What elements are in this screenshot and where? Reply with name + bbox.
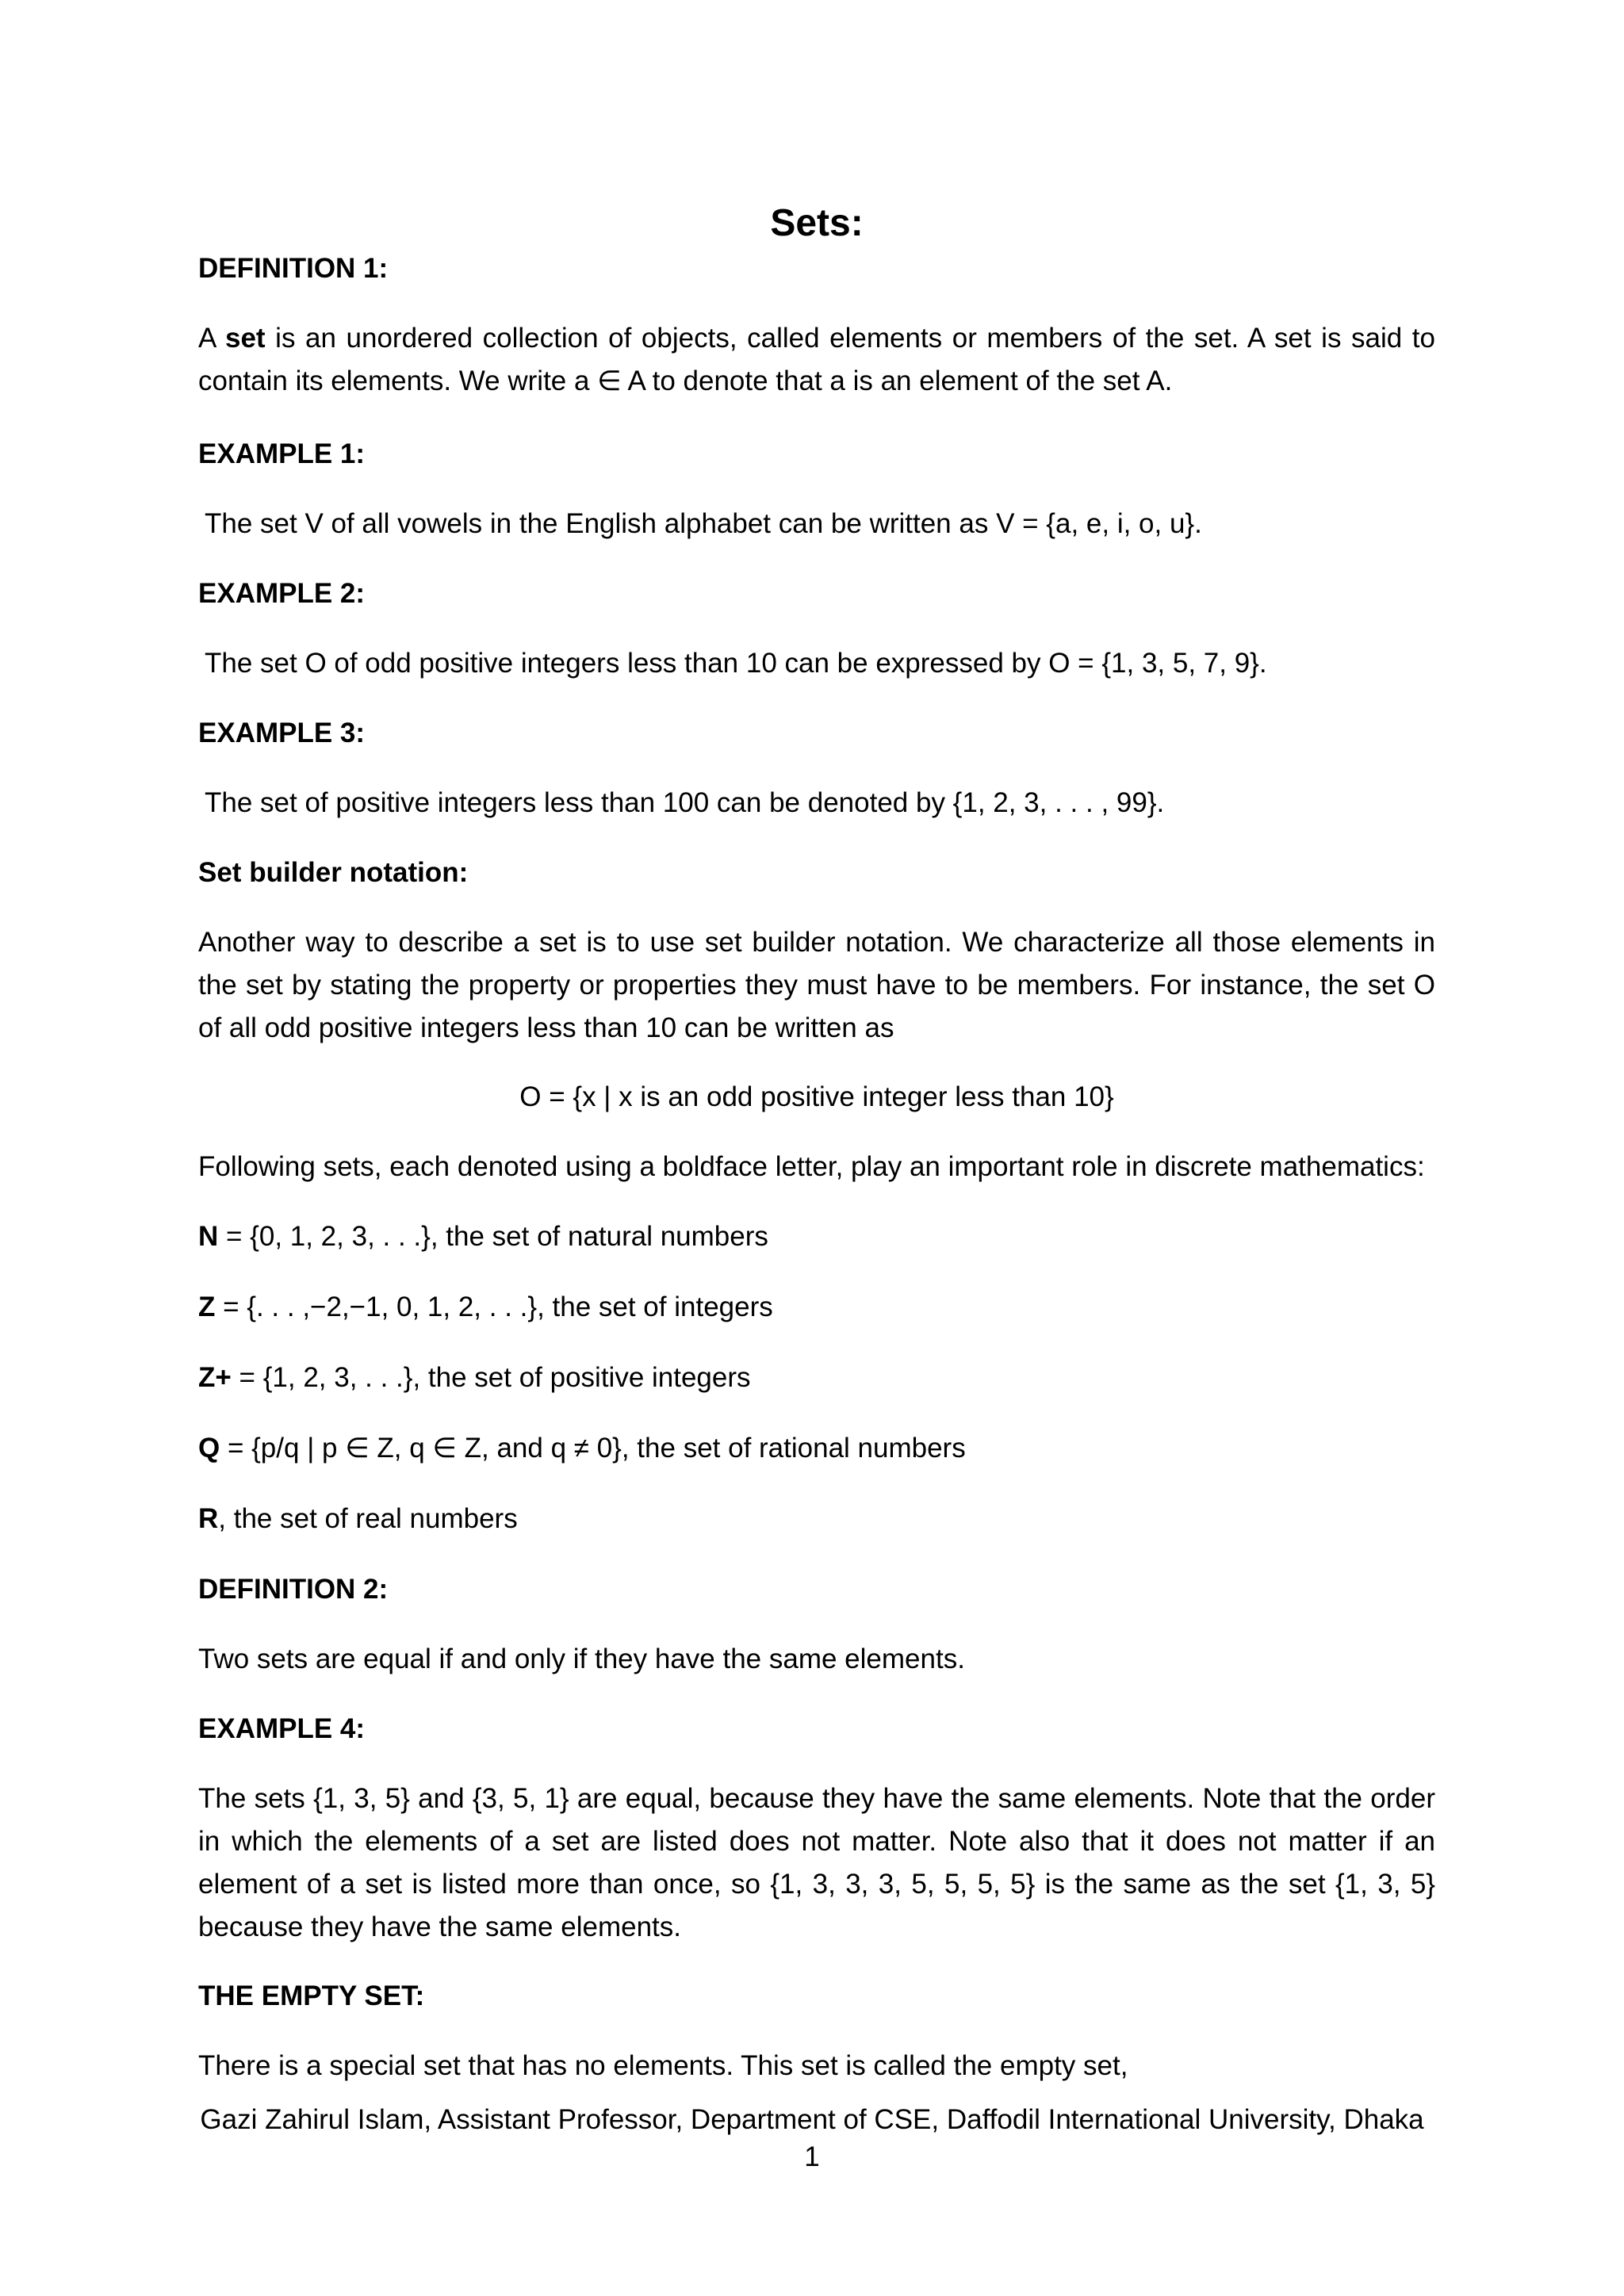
set-integers: Z = {. . . ,−2,−1, 0, 1, 2, . . .}, the set of integers [198, 1292, 773, 1322]
example-1-heading: EXAMPLE 1: [198, 438, 366, 469]
set-builder-heading: Set builder notation: [198, 857, 469, 888]
example-3-heading: EXAMPLE 3: [198, 718, 366, 748]
example-4-text: The sets {1, 3, 5} and {3, 5, 1} are equal, because they have the same elements. Note that the order in which the elements of a set are listed does not matter. Note also that it does not matter if an element of a set is listed more than once, so {1, 3, 3, 3, 5, 5, 5, 5} is the same as the set {1, 3, 5} because they have the same elements. [198, 1783, 1435, 1942]
set-rational-numbers: Q = {p/q | p ∈ Z, q ∈ Z, and q ≠ 0}, the set of rational numbers [198, 1433, 966, 1464]
example-3-text: The set of positive integers less than 100 can be denoted by {1, 2, 3, . . . , 99}. [205, 787, 1165, 818]
example-4-heading: EXAMPLE 4: [198, 1713, 366, 1744]
footer-author: Gazi Zahirul Islam, Assistant Professor, Department of CSE, Daffodil International University, Dhaka [200, 2104, 1424, 2135]
example-1-text: The set V of all vowels in the English alphabet can be written as V = {a, e, i, o, u}. [205, 508, 1202, 539]
term-set: set [225, 323, 266, 354]
definition-2-heading: DEFINITION 2: [198, 1574, 389, 1605]
set-natural-numbers: N = {0, 1, 2, 3, . . .}, the set of natural numbers [198, 1221, 768, 1252]
set-builder-text: Another way to describe a set is to use set builder notation. We characterize all those elements in the set by stating the property or properties they must have to be members. For instance, the set O of all odd positive integers less than 10 can be written as [198, 927, 1435, 1043]
set-positive-integers: Z+ = {1, 2, 3, . . .}, the set of positive integers [198, 1362, 751, 1393]
set-builder-formula: O = {x | x is an odd positive integer less than 10} [519, 1081, 1114, 1112]
following-sets-text: Following sets, each denoted using a boldface letter, play an important role in discrete mathematics: [198, 1151, 1425, 1182]
example-2-text: The set O of odd positive integers less than 10 can be expressed by O = {1, 3, 5, 7, 9}. [205, 648, 1267, 679]
empty-set-heading: THE EMPTY SET: [198, 1980, 425, 2011]
definition-2-text: Two sets are equal if and only if they have the same elements. [198, 1644, 965, 1674]
set-real-numbers: R, the set of real numbers [198, 1503, 518, 1534]
empty-set-text: There is a special set that has no elements. This set is called the empty set, [198, 2050, 1128, 2081]
definition-1-text: A set is an unordered collection of objects, called elements or members of the set. A set is said to contain its elements. We write a ∈ A to denote that a is an element of the set A. [198, 323, 1435, 396]
page-number: 1 [804, 2141, 820, 2172]
page-title: Sets: [770, 202, 864, 244]
definition-1-heading: DEFINITION 1: [198, 253, 389, 284]
example-2-heading: EXAMPLE 2: [198, 578, 366, 609]
